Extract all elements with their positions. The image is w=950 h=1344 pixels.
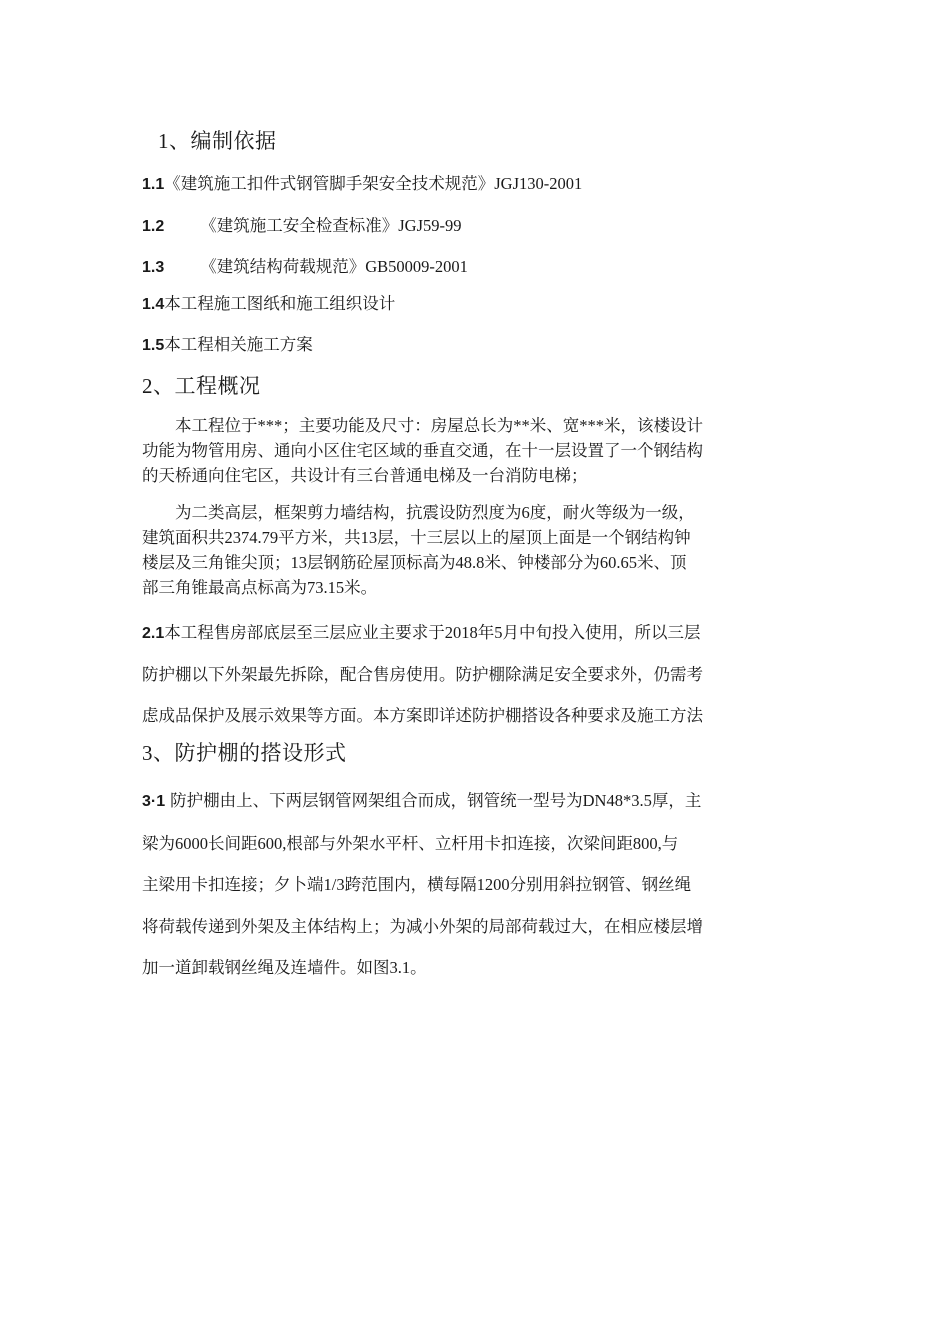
paragraph-line: 建筑面积共2374.79平方米，共13层，十三层以上的屋顶上面是一个钢结构钟 xyxy=(142,528,691,547)
list-item-1-2 xyxy=(142,212,462,236)
paragraph-line xyxy=(142,780,807,823)
list-item-1-3 xyxy=(142,253,468,277)
list-item-1-1 xyxy=(142,170,582,194)
item-number: 1.5 xyxy=(142,337,165,354)
paragraph-line: 部三角锥最高点标高为73.15米。 xyxy=(142,578,378,597)
section-1-heading: 1、编制依据 xyxy=(158,129,277,153)
item-text: 本工程施工图纸和施工组织设计 xyxy=(164,294,396,313)
item-number: 1.1 xyxy=(142,176,165,193)
item-text: 本工程相关施工方案 xyxy=(164,335,313,354)
section-3-heading: 3、防护棚的搭设形式 xyxy=(142,741,347,765)
paragraph-line: 为二类高层，框架剪力墙结构，抗震设防烈度为6度，耐火等级为一级， xyxy=(175,503,695,522)
section-2-heading: 2、工程概况 xyxy=(142,374,261,398)
item-text: 《建筑结构荷载规范》GB50009-2001 xyxy=(200,257,468,276)
paragraph-line: 的天桥通向住宅区，共设计有三台普通电梯及一台消防电梯； xyxy=(142,466,588,485)
paragraph-line: 虑成品保护及展示效果等方面。本方案即详述防护棚搭设各种要求及施工方法 xyxy=(142,706,703,725)
paragraph-line: 楼层及三角锥尖顶；13层钢筋砼屋顶标高为48.8米、钟楼部分为60.65米、顶 xyxy=(142,553,687,572)
overview-paragraph-1 xyxy=(142,413,807,488)
item-3-1-paragraph xyxy=(142,780,807,989)
item-number: 1.4 xyxy=(142,296,165,313)
overview-paragraph-2 xyxy=(142,500,807,600)
item-text: 防护棚由上、下两层钢管网架组合而成，钢管统一型号为DN48*3.5厚，主 xyxy=(170,791,702,810)
list-item-1-5 xyxy=(142,331,313,355)
item-text: 《建筑施工安全检查标准》JGJ59-99 xyxy=(200,216,462,235)
item-number: 2.1 xyxy=(142,625,165,642)
paragraph-line xyxy=(142,612,807,654)
item-text: 本工程售房部底层至三层应业主要求于2018年5月中旬投入使用，所以三层 xyxy=(164,623,701,642)
item-number: 1.2 xyxy=(142,218,165,235)
paragraph-line: 主梁用卡扣连接；夕卜端1/3跨范围内，横每隔1200分别用斜拉钢管、钢丝绳 xyxy=(142,875,692,894)
paragraph-line: 加一道卸载钢丝绳及连墙件。如图3.1。 xyxy=(142,958,427,977)
paragraph-line: 防护棚以下外架最先拆除，配合售房使用。防护棚除满足安全要求外，仍需考 xyxy=(142,665,703,684)
item-2-1-paragraph xyxy=(142,612,807,736)
item-text: 《建筑施工扣件式钢管脚手架安全技术规范》JGJ130-2001 xyxy=(164,174,583,193)
paragraph-line: 将荷载传递到外架及主体结构上；为减小外架的局部荷载过大，在相应楼层增 xyxy=(142,916,703,936)
list-item-1-4 xyxy=(142,290,395,314)
paragraph-line: 本工程位于***；主要功能及尺寸：房屋总长为**米、宽***米，该楼设计 xyxy=(175,416,703,435)
item-number: 3·1 xyxy=(142,793,166,810)
item-number: 1.3 xyxy=(142,259,165,276)
paragraph-line: 功能为物管用房、通向小区住宅区域的垂直交通，在十一层设置了一个钢结构 xyxy=(142,441,703,460)
paragraph-line: 梁为6000长间距600,根部与外架水平杆、立杆用卡扣连接，次梁间距800,与 xyxy=(142,833,679,853)
